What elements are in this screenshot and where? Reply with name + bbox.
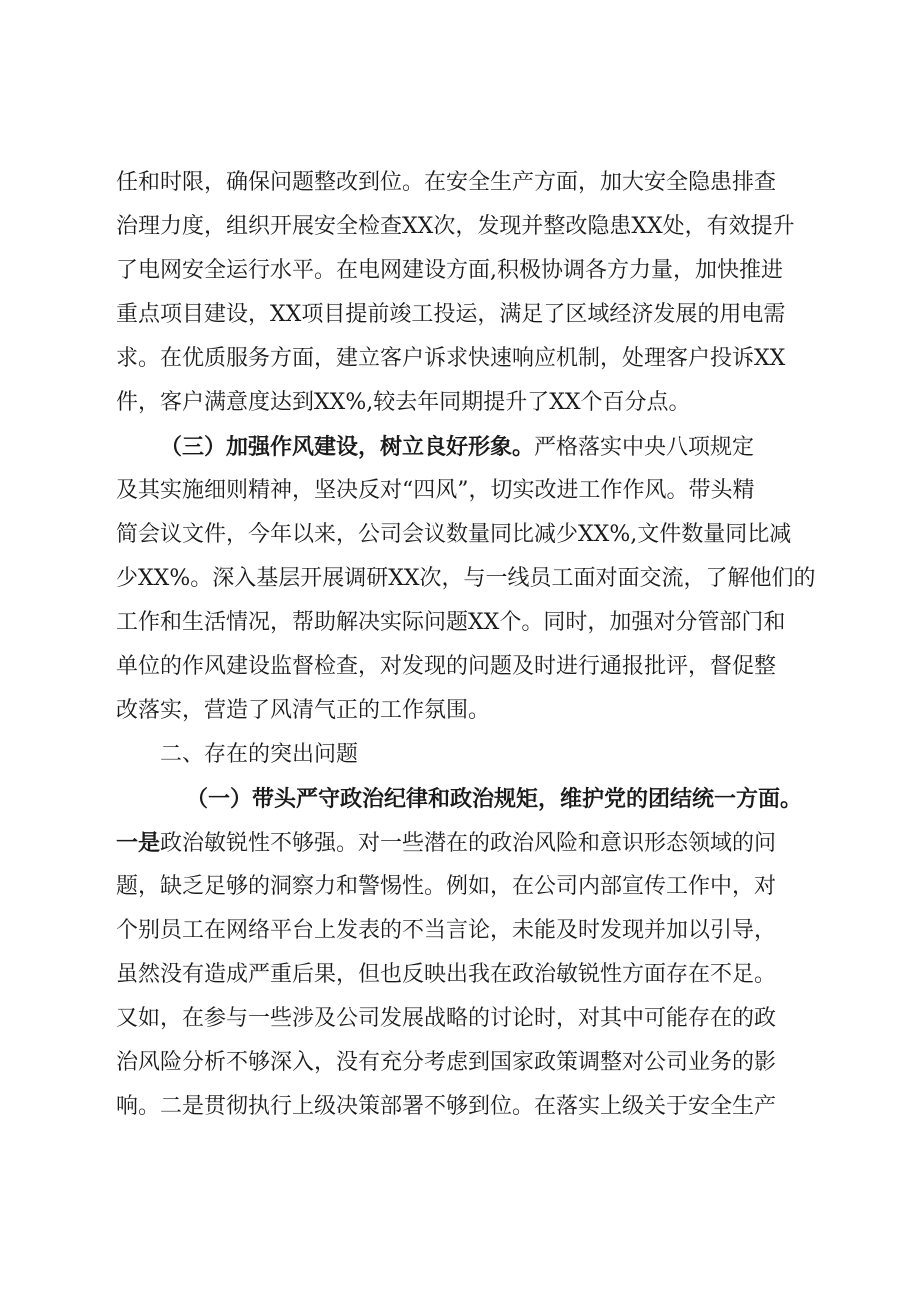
text-line <box>116 212 816 242</box>
text-line <box>116 828 816 859</box>
text-line <box>160 740 816 770</box>
text-line <box>186 784 816 815</box>
text-line <box>116 476 816 506</box>
text-line <box>116 872 816 902</box>
bold-text-segment: （一）带头严守政治纪律和政治规矩，维护党的团结统一方面。 <box>186 786 803 812</box>
text-segment: 及其实施细则精神，坚决反对“四风”，切实改进工作作风。带头精 <box>116 478 755 503</box>
text-line <box>116 696 816 726</box>
text-line <box>116 344 816 374</box>
text-segment: 治理力度，组织开展安全检查XX次，发现并整改隐患XX处，有效提升 <box>116 214 795 239</box>
text-segment: 求。在优质服务方面，建立客户诉求快速响应机制，处理客户投诉XX <box>116 346 786 371</box>
text-segment: 又如，在参与一些涉及公司发展战略的讨论时，对其中可能存在的政 <box>116 1006 777 1031</box>
text-segment: 简会议文件，今年以来，公司会议数量同比减少XX%,文件数量同比减 <box>116 522 792 547</box>
text-line <box>116 1048 816 1078</box>
text-segment: 政治敏锐性不够强。对一些潜在的政治风险和意识形态领域的问 <box>160 831 777 856</box>
bold-text-segment: 一是 <box>116 830 161 856</box>
text-line <box>116 300 816 330</box>
text-segment: 治风险分析不够深入，没有充分考虑到国家政策调整对公司业务的影 <box>116 1050 777 1075</box>
text-line <box>116 564 816 594</box>
text-line <box>116 916 816 946</box>
text-segment: 少XX%。深入基层开展调研XX次，与一线员工面对面交流，了解他们的 <box>116 566 816 591</box>
text-line <box>116 652 816 682</box>
text-segment: 题，缺乏足够的洞察力和警惕性。例如，在公司内部宣传工作中，对 <box>116 874 777 899</box>
text-segment: 严格落实中央八项规定 <box>534 435 755 460</box>
text-line <box>116 256 816 286</box>
text-line <box>116 608 816 638</box>
bold-text-segment: （三）加强作风建设，树立良好形象。 <box>160 434 535 460</box>
text-segment: 任和时限，确保问题整改到位。在安全生产方面，加大安全隐患排查 <box>116 170 777 195</box>
text-line <box>116 168 816 198</box>
text-line <box>116 388 816 418</box>
text-segment: 虽然没有造成严重后果，但也反映出我在政治敏锐性方面存在不足。 <box>116 962 777 987</box>
text-segment: 工作和生活情况，帮助解决实际问题XX个。同时，加强对分管部门和 <box>116 610 786 635</box>
text-segment: 二、存在的突出问题 <box>160 742 359 767</box>
text-line <box>116 520 816 550</box>
text-segment: 了电网安全运行水平。在电网建设方面,积极协调各方力量，加快推进 <box>116 258 783 283</box>
text-line <box>116 1004 816 1034</box>
text-line <box>116 960 816 990</box>
text-segment: 单位的作风建设监督检查，对发现的问题及时进行通报批评，督促整 <box>116 654 777 679</box>
text-segment: 响。二是贯彻执行上级决策部署不够到位。在落实上级关于安全生产 <box>116 1094 777 1119</box>
text-line <box>116 1092 816 1122</box>
text-segment: 个别员工在网络平台上发表的不当言论，未能及时发现并加以引导， <box>116 918 777 943</box>
text-line <box>160 432 816 463</box>
text-segment: 重点项目建设，XX项目提前竣工投运，满足了区域经济发展的用电需 <box>116 302 786 327</box>
text-segment: 件，客户满意度达到XX%,较去年同期提升了XX个百分点。 <box>116 390 691 415</box>
text-segment: 改落实，营造了风清气正的工作氛围。 <box>116 698 491 723</box>
